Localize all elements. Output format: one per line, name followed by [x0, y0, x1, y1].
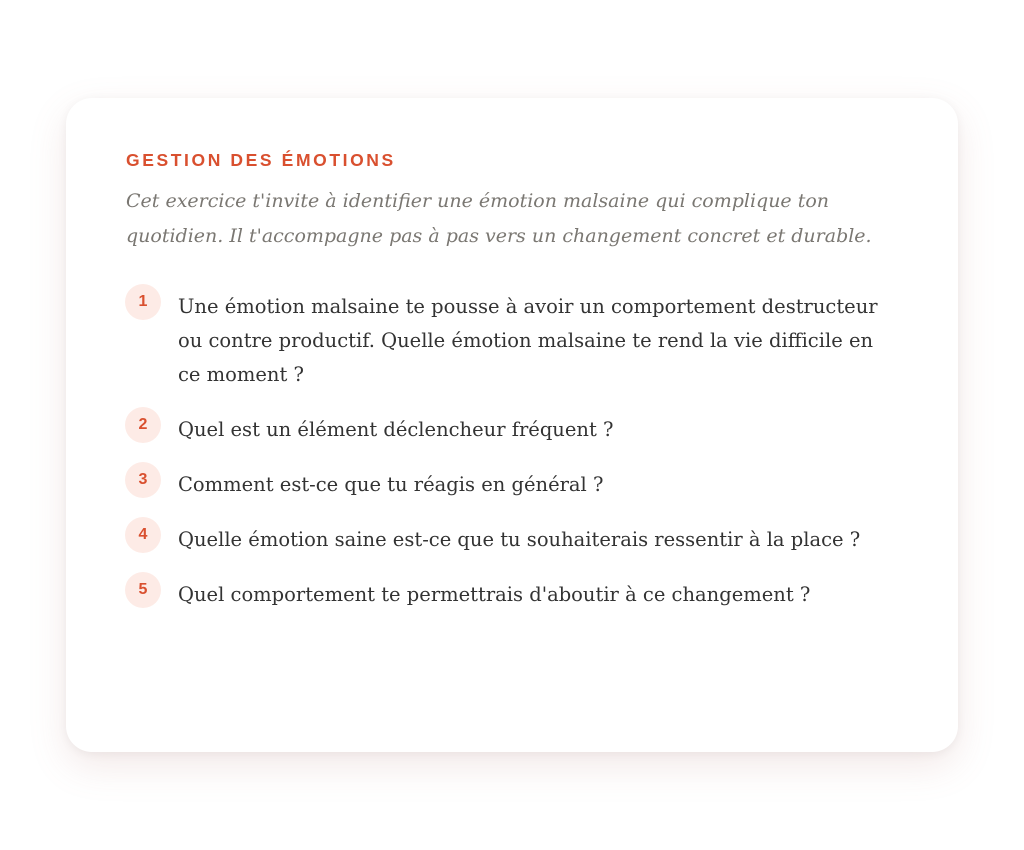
list-item: [126, 523, 898, 557]
step-number-badge: 3: [125, 462, 161, 498]
list-item: [126, 413, 898, 447]
step-number-badge: 2: [125, 407, 161, 443]
question-text: Quelle émotion saine est-ce que tu souhaiterais ressentir à la place ?: [178, 528, 861, 551]
card-intro: Cet exercice t'invite à identifier une émotion malsaine qui complique ton quotidien. Il t'accompagne pas à pas vers un changement concret et durable.: [126, 190, 872, 247]
list-item: [126, 578, 898, 612]
list-item: [126, 468, 898, 502]
list-item: [126, 290, 898, 392]
step-number-badge: 1: [125, 284, 161, 320]
card-title: GESTION DES ÉMOTIONS: [126, 150, 396, 170]
step-number-badge: 5: [125, 572, 161, 608]
question-list: [126, 290, 898, 612]
question-text: Une émotion malsaine te pousse à avoir un comportement destructeur ou contre productif. Quelle émotion malsaine te rend la vie difficile en ce moment ?: [178, 295, 878, 386]
question-text: Comment est-ce que tu réagis en général ?: [178, 473, 604, 496]
question-text: Quel est un élément déclencheur fréquent ?: [178, 418, 614, 441]
step-number-badge: 4: [125, 517, 161, 553]
question-text: Quel comportement te permettrais d'aboutir à ce changement ?: [178, 583, 811, 606]
exercise-card: [66, 98, 958, 752]
